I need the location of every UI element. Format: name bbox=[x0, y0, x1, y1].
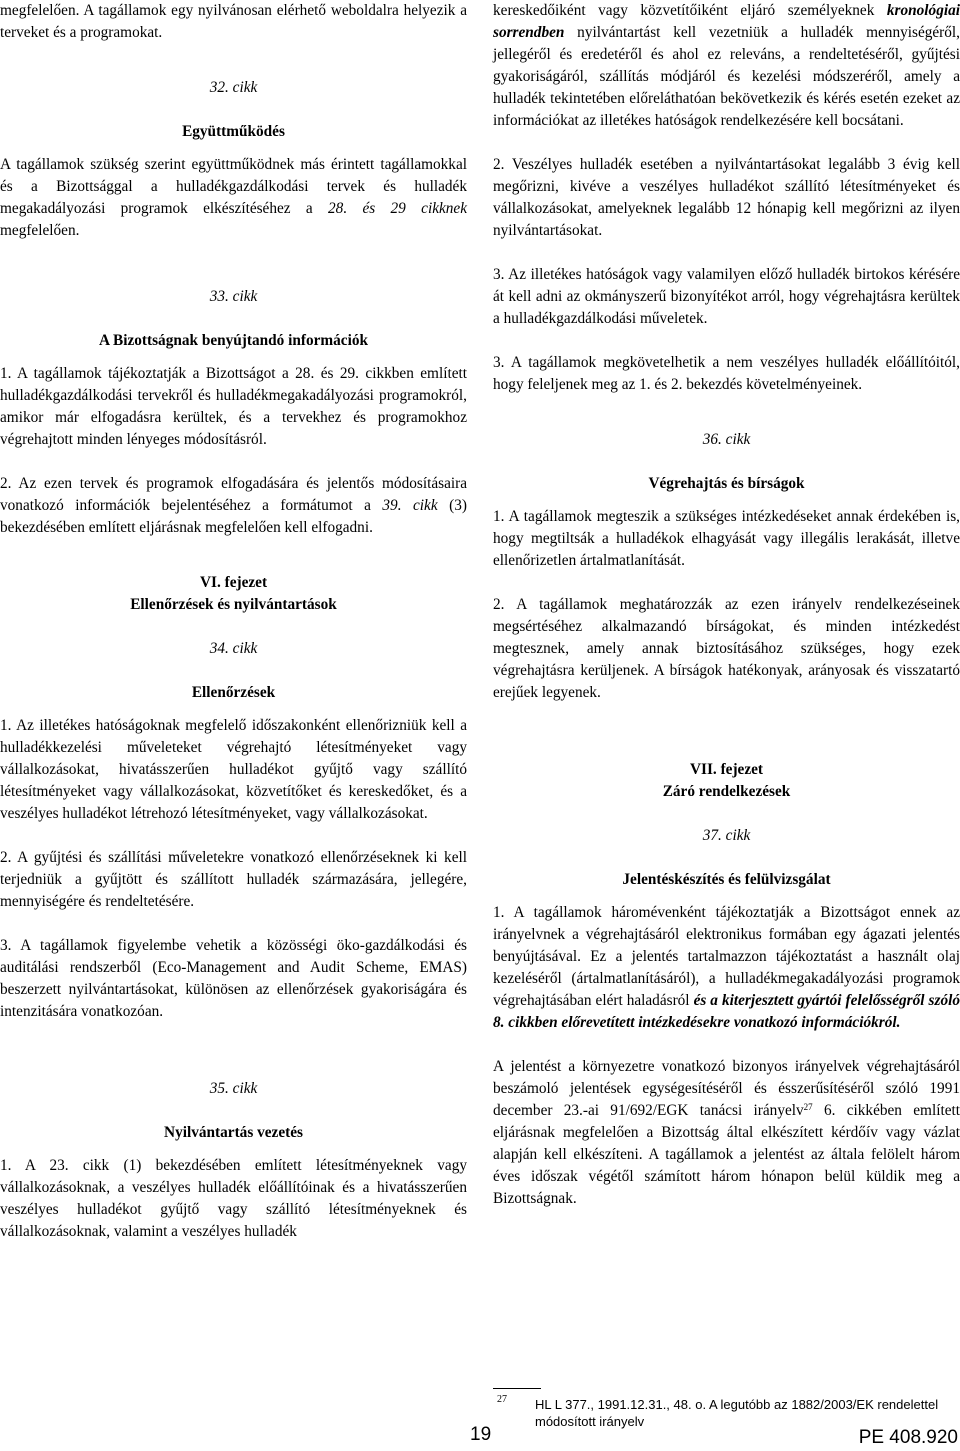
article-34-p3: 3. A tagállamok figyelembe vehetik a közösségi öko-gazdálkodási és auditálási rendszerből (Eco-Management and Audit Scheme, EMAS) beszerzett nyilvántartásokat, különösen az ellenőrzések gyakoriságára és intenzitására vonatkozóan. bbox=[0, 937, 467, 1020]
page-number: 19 bbox=[470, 1424, 492, 1445]
article-34-p1: 1. Az illetékes hatóságoknak megfelelő időszakonként ellenőrizniük kell a hulladékkezelési műveleteket végrehajtó létesítményeket vagy vállalkozásokat, hivatásszerűen hulladékot gyűjtő vagy szállító létesítményeket vagy vállalkozásokat, közvetítőket és kereskedőket, és a veszélyes hulladékot létrehozó létesítményeket, vagy vállalkozásokat. bbox=[0, 717, 467, 822]
article-37-p2: A jelentést a környezetre vonatkozó bizonyos irányelvek végrehajtásáról beszámoló jelentések egységesítéséről és ésszerűsítéséről szóló 1991 december 23.-ai 91/692/EGK tanácsi irányelv$^{27}$ 6. cikkében említett eljárásnak megfelelően a Bizottság által elkészített kérdőív vagy vázlat alapján kell elkészíteni. A tagállamok a jelentést az általa felölelt három éves időszak végétől számított három hónapon belül küldik meg a Bizottságnak. bbox=[493, 1058, 960, 1207]
article-33-title: A Bizottságnak benyújtandó információk bbox=[98, 332, 368, 349]
footnote-number: 27 bbox=[497, 1394, 507, 1405]
article-32-number: 32. cikk bbox=[209, 79, 258, 96]
article-36-title: Végrehajtás és bírságok bbox=[648, 475, 805, 492]
article-37-title: Jelentéskészítés és felülvizsgálat bbox=[622, 871, 831, 888]
article-35-number: 35. cikk bbox=[209, 1080, 258, 1097]
article-35-p2: 2. Veszélyes hulladék esetében a nyilvántartásokat legalább 3 évig kell megőrizni, kivéve a veszélyes hulladékot szállító létesítményeket és vállalkozásokat, amelyeknek legalább 12 hónapig kell megőrizni az ilyen nyilvántartásokat. bbox=[493, 156, 960, 239]
paragraph-intro: megfelelően. A tagállamok egy nyilvánosan elérhető weboldalra helyezik a terveket és a programokat. bbox=[0, 2, 467, 41]
right-column bbox=[493, 0, 960, 1210]
article-35-title: Nyilvántartás vezetés bbox=[164, 1124, 303, 1141]
article-35-p3b: 3. A tagállamok megkövetelhetik a nem veszélyes hulladék előállítóitól, hogy feleljenek meg az 1. és 2. bekezdés követelményeinek. bbox=[493, 354, 960, 393]
article-32-text: A tagállamok szükség szerint együttműködnek más érintett tagállamokkal és a Bizottsággal a hulladékgazdálkodási tervek és hulladék megakadályozási programok elkészítéséhez a 28. és 29 cikknek megfelelően. bbox=[0, 156, 467, 239]
article-34-title: Ellenőrzések bbox=[191, 684, 276, 701]
article-37-p1: 1. A tagállamok háromévenként tájékoztatják a Bizottságot ennek az irányelvnek a végrehajtásáról elektronikus formában egy ágazati jelentés benyújtásával. Ez a jelentés tartalmazzon tájékoztatást a használt olaj kezeléséről (ártalmatlanításáról), a hulladékmegakadályozási programok végrehajtásában elért haladásról és a kiterjesztett gyártói felelősségről szóló 8. cikkben előrevetített intézkedésekre vonatkozó információkról. bbox=[493, 904, 960, 1031]
article-33-p2: 2. Az ezen tervek és programok elfogadására és jelentős módosításaira vonatkozó információk bejelentéséhez a formátumot a 39. cikk (3) bekezdésében említett eljárásnak megfelelően kell elfogadni. bbox=[0, 475, 467, 536]
footnote-text: HL L 377., 1991.12.31., 48. o. A legutóbb az 1882/2003/EK rendelettel módosított irányelv bbox=[535, 1397, 939, 1429]
article-34-p2: 2. A gyűjtési és szállítási műveletekre vonatkozó ellenőrzéseknek ki kell terjedniük a gyűjtött és szállított hulladék származására, jellegére, mennyiségére és rendeltetésére. bbox=[0, 849, 467, 910]
article-33-number: 33. cikk bbox=[209, 288, 258, 305]
article-33-p1: 1. A tagállamok tájékoztatják a Bizottságot a 28. és 29. cikkben említett hulladékgazdálkodási tervekről és hulladékmegakadályozási programokról, amikor már elfogadásra kerültek, és a tervekhez és programokhoz végrehajtott minden lényeges módosításról. bbox=[0, 365, 467, 448]
paragraph-continuation: kereskedőiként vagy közvetítőiként eljáró személyeknek kronológiai sorrendben nyilvántartást kell vezetniük a hulladék mennyiségéről, jellegéről és eredetéről és ahol ez releváns, a rendeltetéséről, gyűjtési gyakoriságáról, szállítás módjáról és kezelési módszeréről, amely a hulladék tekintetében előreláthatóan bekövetkezik és kérés esetén ezeket az információkat az illetékes hatóságok rendelkezésére kell bocsátani. bbox=[493, 2, 960, 129]
document-code: PE 408.920 bbox=[858, 1427, 958, 1448]
article-36-number: 36. cikk bbox=[702, 431, 751, 448]
article-36-p2: 2. A tagállamok meghatározzák az ezen irányelv rendelkezéseinek megsértéséhez alkalmazandó bírságokat, és minden intézkedést megtesznek, amely annak biztosításához szükséges, hogy ezek végrehajtásra kerüljenek. A bírságok hatékonyak, arányosak és visszatartó erejűek legyenek. bbox=[493, 596, 960, 701]
footnote-separator bbox=[493, 1388, 541, 1389]
article-37-number: 37. cikk bbox=[702, 827, 751, 844]
article-34-number: 34. cikk bbox=[209, 640, 258, 657]
chapter-6-title: Ellenőrzések és nyilvántartások bbox=[130, 596, 337, 613]
article-35-p3: 3. Az illetékes hatóságok vagy valamilyen előző hulladék birtokos kérésére át kell adni az okmányszerű bizonyítékot arról, hogy végrehajtásra kerültek a hulladékgazdálkodási műveletek. bbox=[493, 266, 960, 327]
chapter-6-number: VI. fejezet bbox=[199, 574, 268, 591]
article-32-title: Együttműködés bbox=[182, 123, 285, 140]
footnote-reference: 27 bbox=[803, 1102, 813, 1112]
left-column bbox=[0, 0, 467, 1243]
chapter-7-title: Záró rendelkezések bbox=[662, 783, 791, 800]
chapter-7-number: VII. fejezet bbox=[689, 761, 764, 778]
article-36-p1: 1. A tagállamok megteszik a szükséges intézkedéseket annak érdekében is, hogy megtiltsák a hulladékok elhagyását vagy illegális lerakását, illetve ellenőrizetlen ártalmatlanítását. bbox=[493, 508, 960, 569]
article-35-p1: 1. A 23. cikk (1) bekezdésében említett létesítményeknek vagy vállalkozásoknak, a veszélyes hulladék előállítóinak és a hivatásszerűen veszélyes hulladékot gyűjtő vagy szállító létesítményeknek és vállalkozásoknak, valamint a veszélyes hulladék bbox=[0, 1157, 467, 1240]
